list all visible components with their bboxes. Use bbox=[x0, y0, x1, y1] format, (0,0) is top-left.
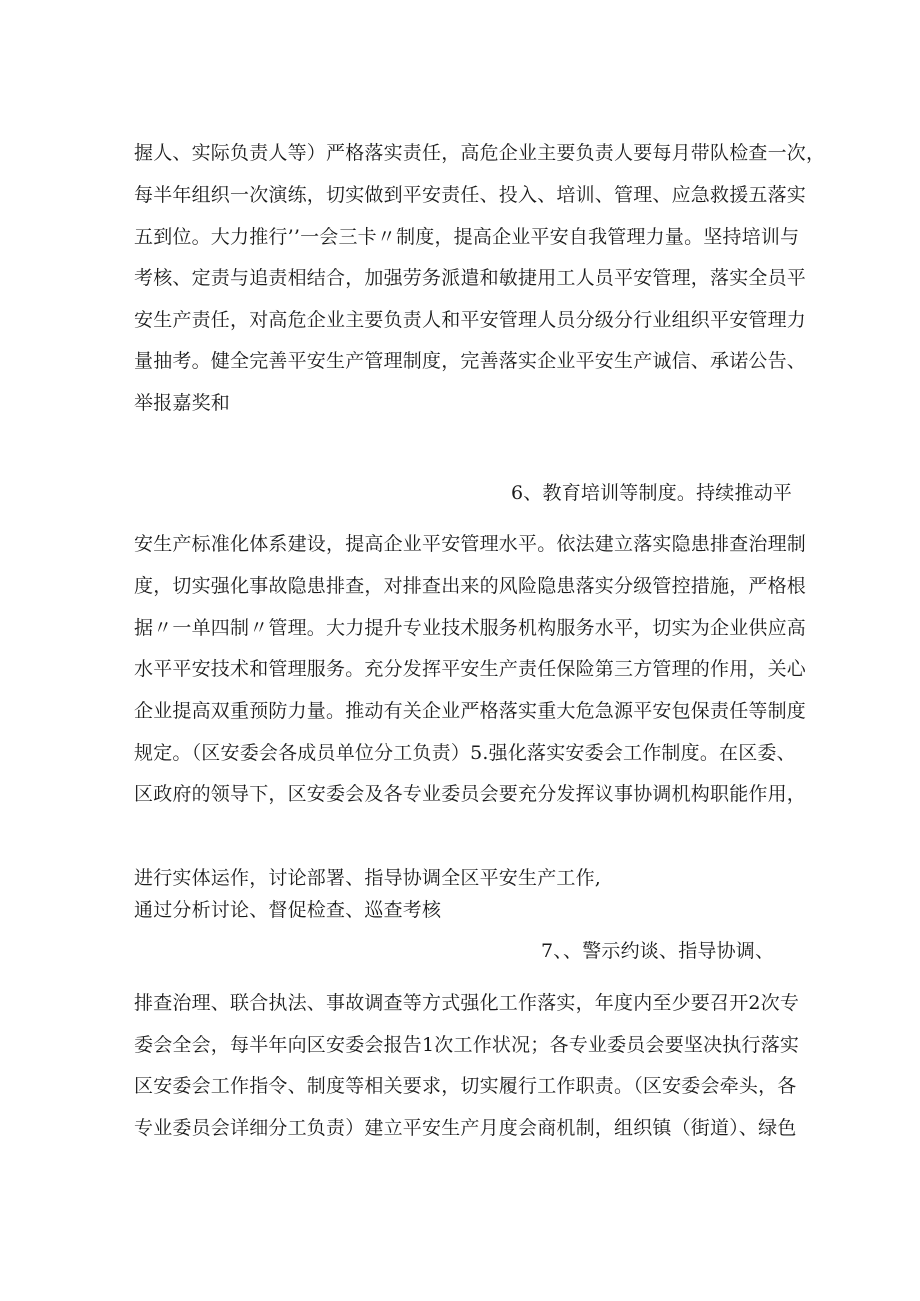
section-heading-line-8: 6、教育培训等制度。持续推动平 bbox=[511, 482, 793, 504]
body-line-10: 度，切实强化事故隐患排查，对排查出来的风险隐患落实分级管控措施，严格根 bbox=[134, 575, 807, 597]
section-heading-line-18: 7、、警示约谈、指导协调、 bbox=[541, 940, 775, 962]
body-line-1: 握人、实际负责人等）严格落实责任，高危企业主要负责人要每月带队检查一次， bbox=[134, 142, 826, 164]
body-line-14: 规定。（区安委会各成员单位分工负责）5.强化落实安委会工作制度。在区委、 bbox=[134, 742, 796, 764]
body-line-9: 安生产标准化体系建设，提高企业平安管理水平。依法建立落实隐患排查治理制 bbox=[134, 533, 807, 555]
body-line-21: 区安委会工作指令、制度等相关要求，切实履行工作职责。（区安委会牵头，各 bbox=[134, 1075, 797, 1097]
body-line-19: 排查治理、联合执法、事故调查等方式强化工作落实，年度内至少要召开2次专 bbox=[134, 992, 800, 1014]
body-line-7: 举报嘉奖和 bbox=[134, 392, 231, 414]
body-line-20: 委会全会，每半年向区安委会报告1次工作状况；各专业委员会要坚决执行落实 bbox=[134, 1034, 800, 1056]
body-line-15: 区政府的领导下，区安委会及各专业委员会要充分发挥议事协调机构职能作用， bbox=[134, 783, 807, 805]
body-line-3: 五到位。大力推行’’一会三卡〃制度，提高企业平安自我管理力量。坚持培训与 bbox=[134, 226, 800, 248]
body-line-4: 考核、定责与追责相结合，加强劳务派遣和敏捷用工人员平安管理，落实全员平 bbox=[134, 267, 807, 289]
body-line-17: 通过分析讨论、督促检查、巡查考核 bbox=[134, 899, 442, 921]
body-line-2: 每半年组织一次演练，切实做到平安责任、投入、培训、管理、应急救援五落实 bbox=[134, 184, 807, 206]
body-line-11: 据〃一单四制〃管理。大力提升专业技术服务机构服务水平，切实为企业供应高 bbox=[134, 617, 807, 639]
body-line-13: 企业提高双重预防力量。推动有关企业严格落实重大危急源平安包保责任等制度 bbox=[134, 700, 807, 722]
body-line-22: 专业委员会详细分工负责）建立平安生产月度会商机制，组织镇（街道）、绿色 bbox=[134, 1117, 797, 1139]
body-line-5: 安生产责任，对高危企业主要负责人和平安管理人员分级分行业组织平安管理力 bbox=[134, 309, 807, 331]
body-line-6: 量抽考。健全完善平安生产管理制度，完善落实企业平安生产诚信、承诺公告、 bbox=[134, 350, 807, 372]
body-line-12: 水平平安技术和管理服务。充分发挥平安生产责任保险第三方管理的作用，关心 bbox=[134, 658, 807, 680]
body-line-16: 进行实体运作，讨论部署、指导协调全区平安生产工作, bbox=[134, 867, 602, 889]
